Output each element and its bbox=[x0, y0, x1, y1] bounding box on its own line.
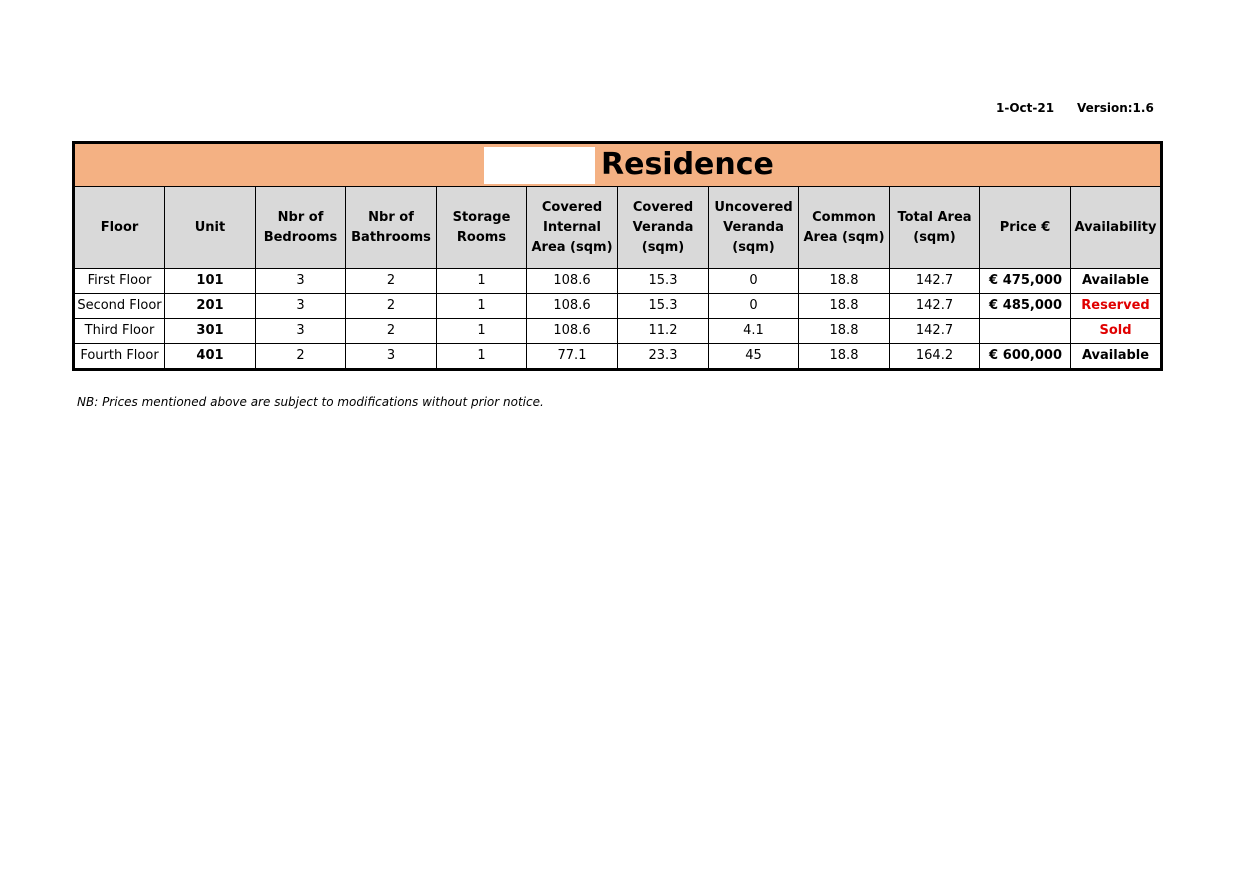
covered-internal-area-cell: 108.6 bbox=[527, 319, 618, 344]
floor-cell: Second Floor bbox=[74, 294, 165, 319]
common-area-cell: 18.8 bbox=[799, 319, 890, 344]
uncovered-veranda-cell: 4.1 bbox=[709, 319, 799, 344]
bathrooms-cell: 2 bbox=[346, 319, 437, 344]
header-unit: Unit bbox=[165, 187, 256, 269]
availability-status: Available bbox=[1071, 344, 1162, 370]
availability-status: Available bbox=[1071, 269, 1162, 294]
common-area-cell: 18.8 bbox=[799, 344, 890, 370]
header-total-area: Total Area (sqm) bbox=[890, 187, 980, 269]
price-cell bbox=[980, 294, 1071, 319]
currency-symbol: € bbox=[989, 348, 999, 363]
storage-cell: 1 bbox=[437, 319, 527, 344]
price-amount: 475,000 bbox=[1002, 273, 1062, 288]
price-amount: 485,000 bbox=[1002, 298, 1062, 313]
header-storage: Storage Rooms bbox=[437, 187, 527, 269]
page-title: Residence bbox=[601, 147, 774, 182]
bedrooms-cell: 3 bbox=[256, 294, 346, 319]
table-row bbox=[74, 319, 1162, 344]
units-table bbox=[72, 141, 1163, 371]
covered-internal-area-cell: 108.6 bbox=[527, 294, 618, 319]
table-row bbox=[74, 269, 1162, 294]
total-area-cell: 142.7 bbox=[890, 269, 980, 294]
document-date: 1-Oct-21 bbox=[996, 101, 1055, 115]
total-area-cell: 142.7 bbox=[890, 319, 980, 344]
disclaimer-note: NB: Prices mentioned above are subject to modifications without prior notice. bbox=[77, 395, 544, 409]
title-cell bbox=[74, 143, 1162, 187]
total-area-cell: 164.2 bbox=[890, 344, 980, 370]
price-cell bbox=[980, 319, 1071, 344]
header-covered-internal-area: Covered Internal Area (sqm) bbox=[527, 187, 618, 269]
header-price: Price € bbox=[980, 187, 1071, 269]
bedrooms-cell: 3 bbox=[256, 269, 346, 294]
covered-veranda-cell: 15.3 bbox=[618, 269, 709, 294]
common-area-cell: 18.8 bbox=[799, 294, 890, 319]
floor-cell: Third Floor bbox=[74, 319, 165, 344]
bathrooms-cell: 2 bbox=[346, 294, 437, 319]
table-row bbox=[74, 294, 1162, 319]
header-availability: Availability bbox=[1071, 187, 1162, 269]
storage-cell: 1 bbox=[437, 269, 527, 294]
unit-cell: 301 bbox=[165, 319, 256, 344]
covered-veranda-cell: 11.2 bbox=[618, 319, 709, 344]
covered-veranda-cell: 15.3 bbox=[618, 294, 709, 319]
uncovered-veranda-cell: 0 bbox=[709, 294, 799, 319]
header-common-area: Common Area (sqm) bbox=[799, 187, 890, 269]
header-uncovered-veranda: Uncovered Veranda (sqm) bbox=[709, 187, 799, 269]
bedrooms-cell: 2 bbox=[256, 344, 346, 370]
price-cell bbox=[980, 269, 1071, 294]
bathrooms-cell: 3 bbox=[346, 344, 437, 370]
price-cell bbox=[980, 344, 1071, 370]
availability-status: Reserved bbox=[1071, 294, 1162, 319]
bedrooms-cell: 3 bbox=[256, 319, 346, 344]
redacted-block bbox=[484, 147, 595, 184]
covered-internal-area-cell: 108.6 bbox=[527, 269, 618, 294]
bathrooms-cell: 2 bbox=[346, 269, 437, 294]
floor-cell: First Floor bbox=[74, 269, 165, 294]
title-row bbox=[74, 143, 1162, 187]
total-area-cell: 142.7 bbox=[890, 294, 980, 319]
covered-internal-area-cell: 77.1 bbox=[527, 344, 618, 370]
header-floor: Floor bbox=[74, 187, 165, 269]
currency-symbol: € bbox=[989, 273, 999, 288]
unit-cell: 101 bbox=[165, 269, 256, 294]
header-row bbox=[74, 187, 1162, 269]
header-bedrooms: Nbr of Bedrooms bbox=[256, 187, 346, 269]
uncovered-veranda-cell: 0 bbox=[709, 269, 799, 294]
common-area-cell: 18.8 bbox=[799, 269, 890, 294]
floor-cell: Fourth Floor bbox=[74, 344, 165, 370]
table-row bbox=[74, 344, 1162, 370]
table-body bbox=[74, 269, 1162, 370]
availability-status: Sold bbox=[1071, 319, 1162, 344]
unit-cell: 201 bbox=[165, 294, 256, 319]
header-bathrooms: Nbr of Bathrooms bbox=[346, 187, 437, 269]
storage-cell: 1 bbox=[437, 294, 527, 319]
currency-symbol: € bbox=[989, 298, 999, 313]
unit-cell: 401 bbox=[165, 344, 256, 370]
storage-cell: 1 bbox=[437, 344, 527, 370]
covered-veranda-cell: 23.3 bbox=[618, 344, 709, 370]
document-version: Version:1.6 bbox=[1077, 101, 1154, 115]
price-amount: 600,000 bbox=[1002, 348, 1062, 363]
uncovered-veranda-cell: 45 bbox=[709, 344, 799, 370]
header-covered-veranda: Covered Veranda (sqm) bbox=[618, 187, 709, 269]
